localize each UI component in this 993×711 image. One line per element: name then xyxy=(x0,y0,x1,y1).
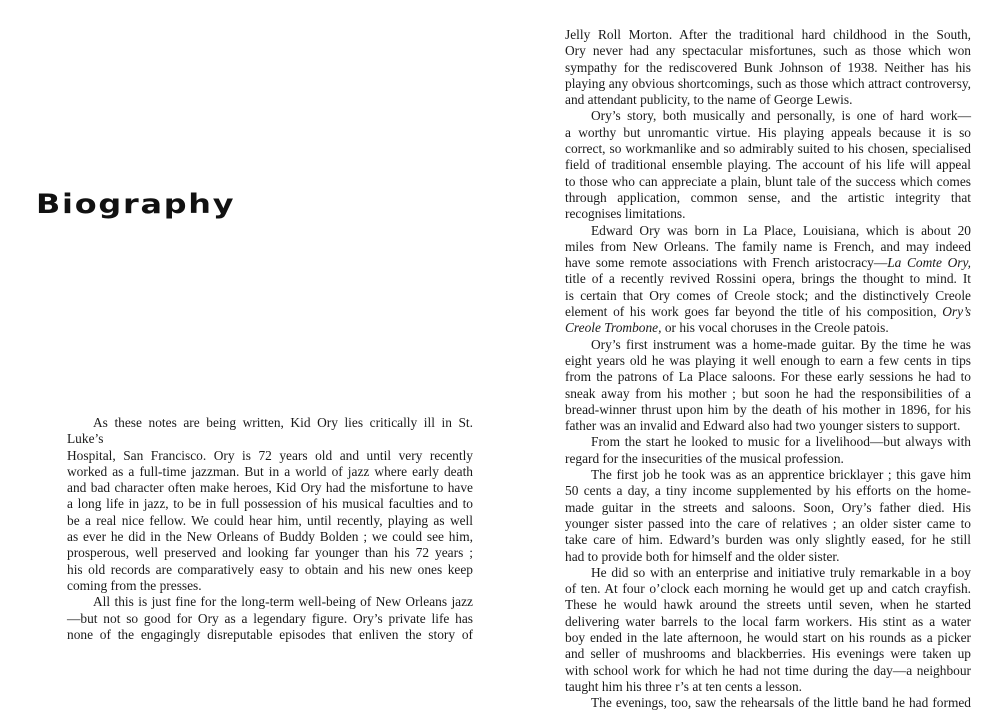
text-line: All this is just fine for the long-term well-being of New Orleans jazz xyxy=(93,594,473,610)
text-line: sneak away from his mother ; but soon he had the responsibilities of a xyxy=(565,385,971,401)
right-page xyxy=(496,0,993,711)
text-line: from the patrons of La Place saloons. For these early sessions he had to xyxy=(565,369,971,385)
paragraph xyxy=(41,415,473,594)
text-line: take care of him. Edward’s burden was only slightly eased, for he still xyxy=(565,532,971,548)
text-line: He did so with an enterprise and initiative truly remarkable in a boy xyxy=(591,564,971,580)
left-page xyxy=(0,0,496,642)
text-line: worked as a full-time jazzman. But in a world of jazz where early death xyxy=(67,463,473,479)
text-line: sympathy for the rediscovered Bunk Johnson of 1938. Neither has his xyxy=(565,59,971,75)
paragraph xyxy=(539,467,971,565)
text-line: father was an invalid and Edward also had two younger sisters to support. xyxy=(565,418,961,434)
paragraph xyxy=(539,695,971,711)
text-line: These he would hawk around the streets until seven, when he started xyxy=(565,597,971,613)
text-line: to those who can appreciate a plain, blunt tale of the success which comes xyxy=(565,173,971,189)
text-line: and bad character often make heroes, Kid Ory had the misfortune to have xyxy=(67,480,473,496)
paragraph xyxy=(539,27,971,108)
text-line: The evenings, too, saw the rehearsals of the little band he had formed xyxy=(591,695,971,711)
text-line: From the start he looked to music for a livelihood—but always with xyxy=(591,434,971,450)
page-heading: Biography xyxy=(36,189,236,220)
text-line: coming from the presses. xyxy=(67,577,202,593)
text-line: playing any obvious shortcomings, such as those which attract controversy, xyxy=(565,75,971,91)
text-line xyxy=(539,320,971,336)
text-line: had to provide both for himself and the older sister. xyxy=(565,548,840,564)
text-line: field of traditional ensemble playing. The account of his life will appeal xyxy=(565,157,971,173)
text-line: Jelly Roll Morton. After the traditional hard childhood in the South, xyxy=(565,27,971,42)
text-line: none of the engagingly disreputable episodes that enliven the story of xyxy=(67,626,473,642)
text-segment: have some remote associations with French aristocracy— xyxy=(565,255,888,271)
text-line: a worthy but unromantic virtue. His playing appeals because it is so xyxy=(565,124,971,140)
composition-title: Ory’s xyxy=(942,304,971,320)
text-line: Ory’s story, both musically and personally, is one of hard work— xyxy=(591,108,971,124)
text-line: be a real nice fellow. We could hear him, until recently, playing as well xyxy=(67,512,473,528)
paragraph xyxy=(539,565,971,695)
paragraph xyxy=(539,108,971,222)
text-line: and seller of mushrooms and blackberries. His evenings were taken up xyxy=(565,646,971,662)
paragraph xyxy=(539,223,971,337)
text-line: younger sister passed into the care of relatives ; an older sister came to xyxy=(565,515,971,531)
text-line: bread-winner thrust upon him by the death of his mother in 1896, for his xyxy=(565,401,971,417)
text-segment: or his vocal choruses in the Creole patois. xyxy=(661,320,889,336)
text-line: correct, so workmanlike and so admirably suited to his chosen, specialised xyxy=(565,141,971,157)
text-line: made guitar in the streets and saloons. Soon, Ory’s father died. His xyxy=(565,499,971,515)
text-line: recognises limitations. xyxy=(565,206,686,222)
paragraph xyxy=(539,337,971,435)
composition-title: Creole Trombone, xyxy=(565,320,662,336)
text-line: prosperous, well preserved and looking far younger than his 72 years ; xyxy=(67,545,473,561)
text-line: his old records are comparatively easy to obtain and his new ones keep xyxy=(67,561,473,577)
text-line: title of a recently revived Rossini opera, brings the thought to mind. It xyxy=(565,271,971,287)
text-line xyxy=(539,304,971,320)
left-text-column xyxy=(41,415,473,643)
text-line: Ory’s first instrument was a home-made guitar. By the time he was xyxy=(591,336,971,352)
right-text-column xyxy=(539,27,971,711)
text-line: As these notes are being written, Kid Ory lies critically ill in St. Luke’s xyxy=(67,415,473,447)
text-line: with school work for which he had not time during the day—a neighbour xyxy=(565,662,971,678)
text-line: miles from New Orleans. The family name is French, and may indeed xyxy=(565,238,971,254)
paragraph xyxy=(539,434,971,467)
text-line: —but not so good for Ory as a legendary figure. Ory’s private life has xyxy=(67,610,473,626)
paragraph xyxy=(41,594,473,643)
text-line: is certain that Ory comes of Creole stock; and the distinctively Creole xyxy=(565,287,971,303)
text-line: Edward Ory was born in La Place, Louisiana, which is about 20 xyxy=(591,222,971,238)
text-line: eight years old he was playing it well enough to earn a few cents in tips xyxy=(565,352,971,368)
text-line: delivering water barrels to the local farm workers. His stint as a water xyxy=(565,613,971,629)
opera-title: La Comte Ory, xyxy=(887,255,971,271)
text-line: 50 cents a day, a tiny income supplemented by his efforts on the home- xyxy=(565,483,971,499)
text-line: The first job he took was as an apprentice bricklayer ; this gave him xyxy=(591,467,971,483)
text-line: Ory never had any spectacular misfortunes, such as those which won xyxy=(565,43,971,59)
text-line: regard for the insecurities of the musical profession. xyxy=(565,450,844,466)
text-line: and attendant publicity, to the name of George Lewis. xyxy=(565,92,853,108)
text-line: boy ended in the late afternoon, he would start on his rounds as a picker xyxy=(565,629,971,645)
text-segment: element of his work goes far beyond the title of his composition, xyxy=(565,304,943,320)
text-line: taught him his three r’s at ten cents a lesson. xyxy=(565,678,803,694)
text-line: as ever he did in the New Orleans of Buddy Bolden ; we could see him, xyxy=(67,529,473,545)
text-line: of ten. At four o’clock each morning he would get up and catch crayfish. xyxy=(565,581,971,597)
text-line xyxy=(539,255,971,271)
text-line: through application, common sense, and the artistic integrity that xyxy=(565,189,971,205)
text-line: Hospital, San Francisco. Ory is 72 years old and until very recently xyxy=(67,447,473,463)
text-line: a long life in jazz, to be in full possession of his musical faculties and to xyxy=(67,496,473,512)
